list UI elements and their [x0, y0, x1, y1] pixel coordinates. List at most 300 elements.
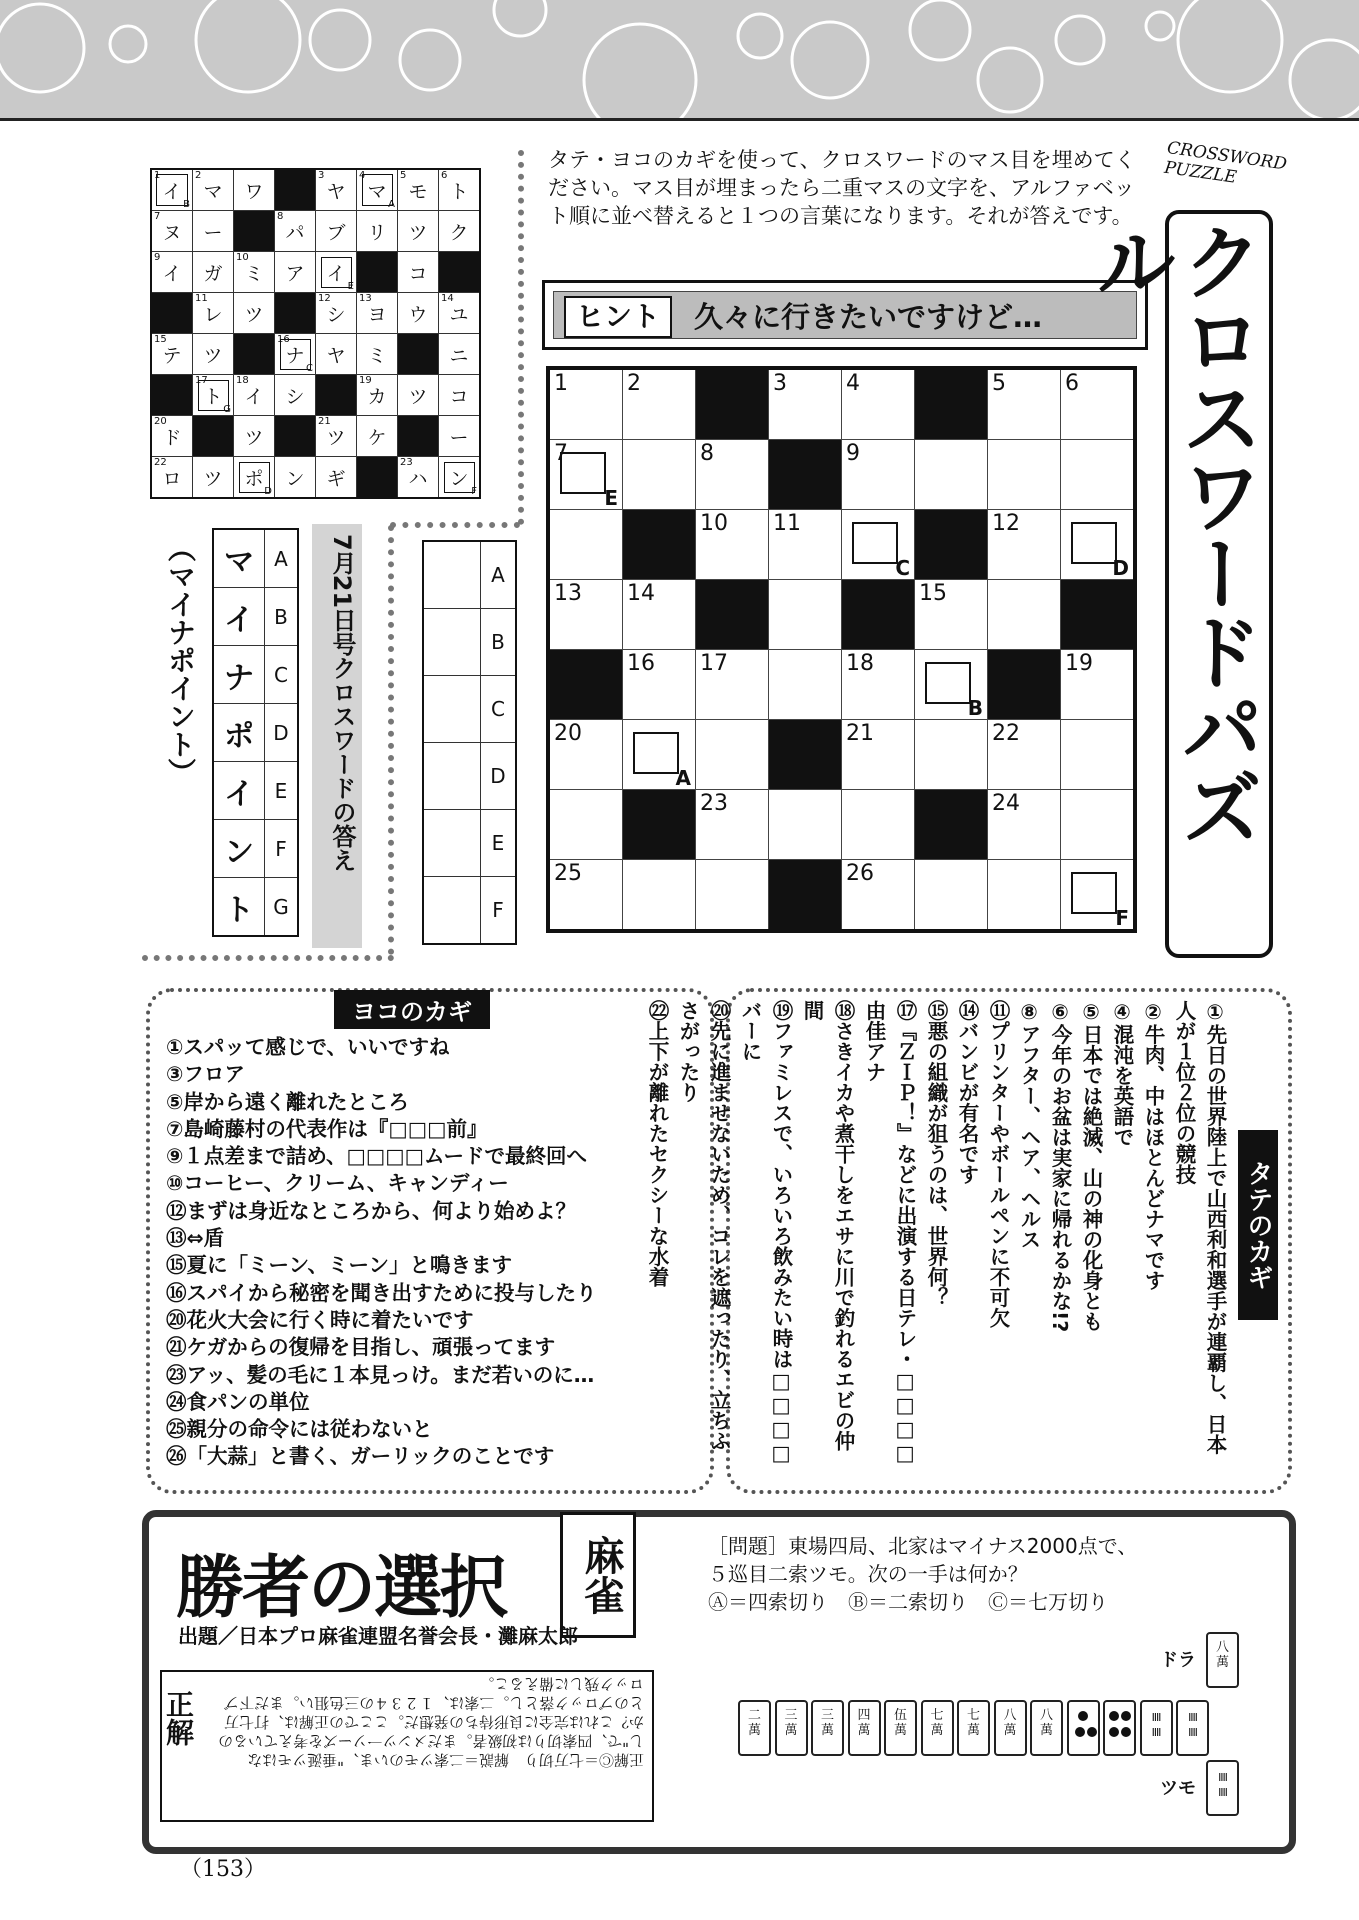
solved-cell: [357, 293, 398, 334]
cell-number: 12: [318, 293, 331, 304]
cell-number: 13: [359, 293, 372, 304]
cell-char: モ: [408, 180, 428, 203]
cell-number: 15: [919, 581, 947, 606]
solved-cell: [398, 211, 439, 252]
cell-char: コ: [449, 385, 469, 408]
solved-cell: [151, 334, 193, 375]
yoko-clue: ⑳花火大会に行く時に着たいです: [166, 1307, 474, 1332]
cell-char: パ: [285, 221, 305, 244]
cell-number: 22: [992, 721, 1020, 746]
mahjong-tile: ⅡⅡ ⅡⅡ: [1140, 1700, 1173, 1756]
solved-cell: [316, 334, 357, 375]
solved-cell: [151, 416, 193, 457]
tate-title: タテのカギ: [1238, 1130, 1278, 1320]
double-box-marker: [1071, 522, 1117, 564]
yoko-clue: ⑯スパイから秘密を聞き出すために投与したり: [166, 1280, 597, 1305]
grid-row: [548, 790, 1135, 860]
cell-char: ヨ: [367, 303, 387, 326]
answer-label: 正解: [162, 1690, 195, 1746]
answer-input-cell[interactable]: [423, 743, 481, 810]
answer-key: F: [265, 820, 299, 878]
grid-cell[interactable]: [696, 860, 769, 932]
hint-box: [542, 280, 1148, 350]
grid-cell[interactable]: [915, 860, 988, 932]
cell-char: イ: [162, 180, 182, 203]
cell-char: ウ: [408, 303, 428, 326]
grid-cell[interactable]: [548, 720, 623, 790]
grid-cell[interactable]: [1061, 720, 1136, 790]
grid-cell[interactable]: [696, 790, 769, 860]
tate-clue: ⑰『ＺＩＰ！』などに出演する日テレ・□□□□由佳アナ: [862, 1000, 917, 1465]
solved-cell: [151, 252, 193, 293]
answer-key: D: [481, 743, 517, 810]
cell-char: リ: [367, 221, 387, 244]
double-box-marker: [560, 452, 606, 494]
answer-char: イ: [213, 588, 265, 646]
mahjong-tile: [1103, 1700, 1136, 1756]
cell-char: シ: [285, 385, 305, 408]
answer-row: [213, 704, 298, 762]
cell-key-letter: E: [347, 281, 354, 292]
tate-clue: ②牛肉、中はほとんどナマです: [1141, 1000, 1165, 1291]
grid-cell[interactable]: [769, 790, 842, 860]
mahjong-tile: [775, 1700, 808, 1756]
grid-cell[interactable]: [1061, 510, 1136, 580]
tate-clue: ⑭バンビが有名です: [955, 1000, 979, 1185]
answer-char: マ: [213, 529, 265, 588]
solved-cell: [439, 211, 481, 252]
mahjong-tile: [1206, 1632, 1239, 1688]
black-cell: [193, 416, 234, 457]
mahjong-tile: [738, 1700, 771, 1756]
mahjong-tag: 麻雀: [560, 1512, 636, 1638]
solved-cell: [193, 252, 234, 293]
grid-cell[interactable]: [915, 720, 988, 790]
solved-cell: [316, 252, 357, 293]
cell-key-letter: C: [895, 556, 910, 580]
grid-cell[interactable]: [842, 860, 915, 932]
cell-number: 23: [400, 457, 413, 468]
tile-label: 四 萬: [857, 1708, 871, 1738]
mahjong-tile: [1030, 1700, 1063, 1756]
solved-cell: [151, 169, 193, 211]
cell-number: 9: [154, 252, 161, 263]
double-box-marker: [925, 662, 971, 704]
tile-label: 三 萬: [820, 1708, 834, 1738]
question-line: ［問題］東場四局、北家はマイナス2000点で、: [708, 1534, 1138, 1558]
cell-key-letter: A: [388, 199, 395, 210]
solved-crossword: [150, 168, 481, 499]
cell-char: ド: [162, 426, 182, 449]
cell-char: カ: [367, 385, 387, 408]
tile-label: 八 萬: [1003, 1708, 1017, 1738]
cell-key-letter: G: [223, 404, 231, 415]
grid-cell[interactable]: [988, 860, 1061, 932]
cell-number: 24: [992, 791, 1020, 816]
cell-key-letter: B: [967, 696, 983, 720]
answer-input-cell[interactable]: [423, 877, 481, 945]
answer-input-cell[interactable]: [423, 676, 481, 743]
grid-row: [548, 860, 1135, 932]
cell-char: ア: [285, 262, 305, 285]
tate-clue: ⑱さきイカや煮干しをエサに川で釣れるエビの仲間: [800, 1000, 855, 1451]
grid-cell[interactable]: [548, 368, 623, 440]
answer-input-row: [423, 743, 516, 810]
question-line: Ⓐ＝四索切り Ⓑ＝二索切り Ⓒ＝七万切り: [708, 1590, 1108, 1614]
circle-pattern: [0, 0, 1359, 118]
double-box-marker: [852, 522, 898, 564]
cell-number: 26: [846, 861, 874, 886]
grid-cell[interactable]: [1061, 790, 1136, 860]
solved-cell: [275, 457, 316, 499]
answer-input-cell[interactable]: [423, 541, 481, 609]
tile-label: 三 萬: [784, 1708, 798, 1738]
answer-input-row: [423, 541, 516, 609]
grid-row: [548, 580, 1135, 650]
tate-clue: ⑲ファミレスで、いろいろ飲みたい時は□□□□バーに: [738, 1000, 793, 1465]
grid-cell[interactable]: [623, 860, 696, 932]
solved-cell: [398, 293, 439, 334]
mahjong-tile: [994, 1700, 1027, 1756]
grid-cell[interactable]: [842, 440, 915, 510]
grid-cell[interactable]: [1061, 860, 1136, 932]
cell-number: 19: [1065, 651, 1093, 676]
solved-cell: [234, 457, 275, 499]
black-cell: [316, 375, 357, 416]
cell-number: 20: [154, 416, 167, 427]
grid-cell[interactable]: [623, 440, 696, 510]
yoko-clue: ㉔食パンの単位: [166, 1389, 310, 1414]
yoko-clue: ⑫まずは身近なところから、何より始めよ？: [166, 1198, 576, 1223]
question-line: ５巡目二索ツモ。次の一手は何か？: [708, 1562, 1028, 1586]
cell-key-letter: D: [264, 486, 272, 497]
solved-cell: [357, 375, 398, 416]
grid-cell[interactable]: [988, 440, 1061, 510]
cell-number: 5: [400, 170, 407, 181]
grid-cell[interactable]: [548, 790, 623, 860]
solved-cell: [398, 252, 439, 293]
answer-input-row: [423, 810, 516, 877]
cell-char: ユ: [449, 303, 469, 326]
answer-key: B: [265, 588, 299, 646]
cell-number: 14: [441, 293, 454, 304]
solved-row: [151, 293, 480, 334]
yoko-clue: ⑩コーヒー、クリーム、キャンディー: [166, 1171, 509, 1196]
black-cell: [357, 252, 398, 293]
solved-row: [151, 169, 480, 211]
answer-input-cell[interactable]: [423, 609, 481, 676]
black-cell: [398, 334, 439, 375]
grid-cell[interactable]: [842, 720, 915, 790]
solved-cell: [316, 457, 357, 499]
grid-cell[interactable]: [915, 650, 988, 720]
solved-cell: [193, 293, 234, 334]
cell-number: 16: [277, 334, 290, 345]
answer-key: A: [265, 529, 299, 588]
cell-char: ト: [203, 385, 223, 408]
solved-cell: [316, 211, 357, 252]
mahjong-tile: [1067, 1700, 1100, 1756]
cell-char: ー: [449, 426, 469, 449]
grid-cell[interactable]: [548, 440, 623, 510]
subtitle: CROSSWORD PUZZLE: [1163, 138, 1289, 188]
mahjong-tile: ⅡⅡ ⅡⅡ: [1206, 1760, 1239, 1816]
grid-cell[interactable]: [988, 720, 1061, 790]
answer-row: [213, 820, 298, 878]
cell-number: 22: [154, 457, 167, 468]
mahjong-tile: [921, 1700, 954, 1756]
answer-char: ト: [213, 878, 265, 937]
answer-key: B: [481, 609, 517, 676]
cell-key-letter: D: [1112, 556, 1129, 580]
grid-cell[interactable]: [623, 368, 696, 440]
grid-cell[interactable]: [988, 368, 1061, 440]
yoko-clue: ㉓アッ、髪の毛に１本見っけ。まだ若いのに…: [166, 1362, 595, 1387]
cell-char: ミ: [244, 262, 264, 285]
grid-cell[interactable]: [548, 580, 623, 650]
grid-cell[interactable]: [988, 510, 1061, 580]
cell-number: 18: [236, 375, 249, 386]
grid-cell[interactable]: [842, 510, 915, 580]
black-cell: [275, 169, 316, 211]
solved-cell: [439, 334, 481, 375]
solved-cell: [316, 293, 357, 334]
black-cell: [915, 510, 988, 580]
answer-row: [213, 588, 298, 646]
grid-cell[interactable]: [1061, 650, 1136, 720]
tate-clue: ㉒上下が離れたセクシーな水着: [645, 1000, 669, 1287]
cell-number: 15: [154, 334, 167, 345]
grid-cell[interactable]: [842, 368, 915, 440]
grid-cell[interactable]: [769, 368, 842, 440]
solved-cell: [439, 457, 481, 499]
cell-number: 18: [846, 651, 874, 676]
mahjong-tile: ⅡⅡ ⅡⅡ: [1176, 1700, 1209, 1756]
grid-cell[interactable]: [915, 580, 988, 650]
cell-number: 3: [773, 371, 787, 396]
answer-char: ポ: [213, 704, 265, 762]
grid-cell[interactable]: [915, 440, 988, 510]
solved-cell: [398, 375, 439, 416]
cell-char: マ: [203, 180, 223, 203]
tile-label: 七 萬: [966, 1708, 980, 1738]
answer-text-upside-down: 正解Ⓒ＝七万切り 解説＝二索ツモのいま、"垂涎ツモはなし"で、四索切りは初級者。まだメンツ一ソーズを考えているのか？これは完全に良形待ちの発想だ。ここでの正解は、打七万とのブロック落とし。二索は、１２３４の三色狙い。まだ下ブロック残しに備えるこ。: [218, 1675, 644, 1769]
cell-number: 5: [992, 371, 1006, 396]
tate-clue: ⑤日本では絶滅、山の神の化身とも: [1079, 1000, 1103, 1332]
dotted-divider: [142, 955, 394, 961]
answer-input-row: [423, 609, 516, 676]
cell-char: ガ: [203, 262, 223, 285]
solved-cell: [357, 211, 398, 252]
answer-row: [213, 878, 298, 937]
grid-cell[interactable]: [988, 790, 1061, 860]
cell-char: イ: [244, 385, 264, 408]
cell-key-letter: F: [471, 486, 477, 497]
grid-cell[interactable]: [548, 510, 623, 580]
date-label: 7月21日号クロスワードの答え: [328, 534, 356, 873]
black-cell: [398, 416, 439, 457]
tate-clue: ④混沌を英語で: [1110, 1000, 1134, 1147]
cell-char: ツ: [408, 385, 428, 408]
grid-cell[interactable]: [842, 790, 915, 860]
cell-number: 12: [992, 511, 1020, 536]
solved-cell: [357, 169, 398, 211]
answer-input-cell[interactable]: [423, 810, 481, 877]
mahjong-title: 勝者の選択: [176, 1548, 507, 1628]
tile-label: 八 萬: [1215, 1640, 1229, 1670]
answer-char: ナ: [213, 646, 265, 704]
black-cell: [151, 293, 193, 334]
solved-cell: [316, 169, 357, 211]
solved-row: [151, 457, 480, 499]
solved-cell: [234, 416, 275, 457]
cell-number: 3: [318, 170, 325, 181]
cell-number: 23: [700, 791, 728, 816]
black-cell: [696, 580, 769, 650]
black-cell: [234, 211, 275, 252]
cell-char: ツ: [244, 303, 264, 326]
cell-number: 19: [359, 375, 372, 386]
yoko-clue: ⑬⇔盾: [166, 1226, 225, 1251]
grid-cell[interactable]: [696, 510, 769, 580]
mahjong-question: [708, 1532, 1228, 1616]
black-cell: [1061, 580, 1136, 650]
tate-clue: ⑪プリンターやボールペンに不可欠: [986, 1000, 1010, 1328]
grid-cell[interactable]: [623, 650, 696, 720]
black-cell: [915, 790, 988, 860]
dora-label: ドラ: [1160, 1650, 1196, 1671]
black-cell: [623, 790, 696, 860]
black-cell: [769, 440, 842, 510]
cell-number: 2: [627, 371, 641, 396]
cell-char: ク: [449, 221, 469, 244]
solved-cell: [234, 252, 275, 293]
mahjong-tile: [884, 1700, 917, 1756]
cell-char: レ: [203, 303, 223, 326]
grid-row: [548, 510, 1135, 580]
cell-char: イ: [162, 262, 182, 285]
cell-char: ツ: [326, 426, 346, 449]
cell-number: 11: [773, 511, 801, 536]
solved-cell: [275, 334, 316, 375]
black-cell: [769, 860, 842, 932]
solved-cell: [357, 334, 398, 375]
grid-cell[interactable]: [548, 860, 623, 932]
cell-char: ン: [285, 467, 305, 490]
cell-char: ワ: [244, 180, 264, 203]
cell-char: ヤ: [326, 180, 346, 203]
cell-char: ー: [203, 221, 223, 244]
answer-key: C: [481, 676, 517, 743]
grid-cell[interactable]: [988, 580, 1061, 650]
yoko-clue: ①スパッて感じで、いいですね: [166, 1035, 450, 1059]
dotted-divider: [388, 525, 394, 955]
cell-key-letter: F: [1115, 906, 1129, 930]
grid-cell[interactable]: [842, 650, 915, 720]
black-cell: [988, 650, 1061, 720]
black-cell: [234, 334, 275, 375]
cell-char: ニ: [449, 344, 469, 367]
solved-cell: [193, 334, 234, 375]
black-cell: [915, 368, 988, 440]
cell-char: ギ: [326, 467, 346, 490]
solved-cell: [234, 375, 275, 416]
crossword-grid: [546, 366, 1137, 933]
cell-number: 8: [700, 441, 714, 466]
grid-cell[interactable]: [769, 580, 842, 650]
tate-clue: ⑥今年のお盆は実家に帰れるかな!?: [1048, 1000, 1072, 1333]
answer-char: ン: [213, 820, 265, 878]
cell-number: 25: [554, 861, 582, 886]
grid-cell[interactable]: [623, 720, 696, 790]
grid-cell[interactable]: [696, 650, 769, 720]
page-number: （153）: [180, 1857, 266, 1882]
cell-number: 16: [627, 651, 655, 676]
yoko-clue: ⑤岸から遠く離れたところ: [166, 1089, 409, 1114]
answer-row: [213, 646, 298, 704]
answer-key: E: [265, 762, 299, 820]
grid-cell[interactable]: [769, 510, 842, 580]
cell-number: 7: [154, 211, 161, 222]
solved-row: [151, 416, 480, 457]
yoko-clue: ㉕親分の命令には従わないと: [166, 1417, 433, 1442]
solved-cell: [193, 457, 234, 499]
solved-cell: [439, 416, 481, 457]
grid-cell[interactable]: [1061, 440, 1136, 510]
solved-cell: [151, 211, 193, 252]
cell-char: ト: [449, 180, 469, 203]
grid-cell[interactable]: [769, 650, 842, 720]
cell-char: マ: [367, 180, 387, 203]
cell-key-letter: A: [675, 766, 691, 790]
grid-cell[interactable]: [1061, 368, 1136, 440]
cell-char: テ: [162, 344, 182, 367]
cell-char: ハ: [408, 467, 428, 490]
cell-number: 13: [554, 581, 582, 606]
hint-text: 久々に行きたいですけど…: [694, 300, 1043, 334]
solved-cell: [275, 252, 316, 293]
tate-clue-list: [645, 1000, 1230, 1470]
mahjong-tile: [957, 1700, 990, 1756]
answer-key: C: [265, 646, 299, 704]
yoko-title: ヨコのカギ: [334, 990, 490, 1029]
cell-number: 17: [195, 375, 208, 386]
tate-clue: ⑳先に進ませないため、コレを遮ったり、立ちふさがったり: [676, 1000, 731, 1451]
cell-char: コ: [408, 262, 428, 285]
tile-label: 二 萬: [747, 1708, 761, 1738]
cell-key-letter: B: [183, 199, 190, 210]
cell-number: 17: [700, 651, 728, 676]
yoko-clue: ⑨１点差まで詰め、□□□□ムードで最終回へ: [166, 1144, 587, 1169]
grid-row: [548, 650, 1135, 720]
grid-cell[interactable]: [696, 440, 769, 510]
cell-char: ヌ: [162, 221, 182, 244]
solved-cell: [316, 416, 357, 457]
cell-char: シ: [326, 303, 346, 326]
cell-number: 4: [359, 170, 366, 181]
tate-clue: ⑮悪の組織が狙うのは、世界何？: [924, 1000, 948, 1308]
grid-cell[interactable]: [696, 720, 769, 790]
solved-cell: [439, 375, 481, 416]
answer-input-table: [422, 540, 517, 945]
black-cell: [275, 293, 316, 334]
solved-row: [151, 375, 480, 416]
grid-cell[interactable]: [623, 580, 696, 650]
mahjong-author: 出題／日本プロ麻雀連盟名誉会長・灘麻太郎: [178, 1624, 578, 1648]
cell-char: ツ: [203, 467, 223, 490]
black-cell: [357, 457, 398, 499]
solved-cell: [398, 457, 439, 499]
